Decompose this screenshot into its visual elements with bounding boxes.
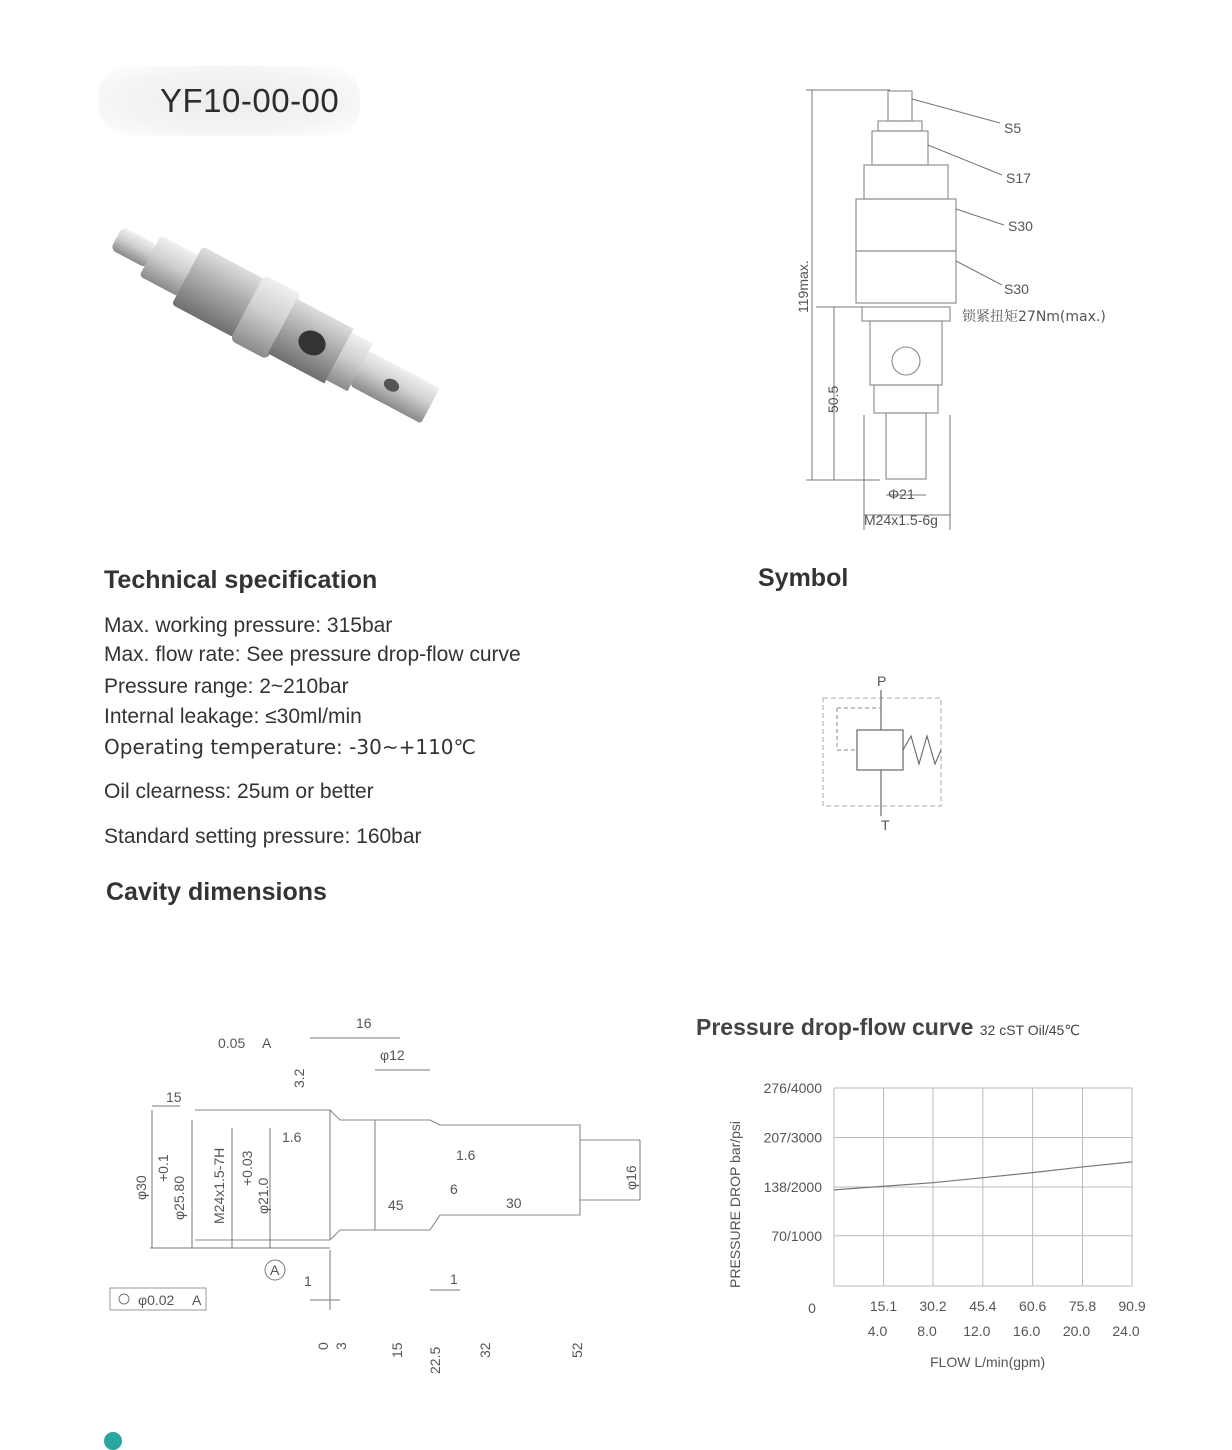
thread-label: M24x1.5-6g	[864, 512, 938, 528]
port-t-label: T	[881, 817, 890, 833]
y-tick-label: 207/3000	[763, 1129, 822, 1146]
roughness-label: 3.2	[291, 1068, 307, 1088]
phi16-label: φ16	[623, 1165, 639, 1190]
angle-30-label: 30	[506, 1195, 522, 1211]
ref-length-label: 50.5	[825, 385, 841, 413]
roughness-label: 1.6	[282, 1129, 302, 1145]
tolerance-label: +0.03	[239, 1150, 255, 1186]
phi2580-label: φ25.80	[171, 1175, 187, 1220]
concentricity-label: φ0.02	[138, 1292, 175, 1308]
curve-title	[696, 1014, 1080, 1041]
s30-label-upper: S30	[1008, 218, 1033, 234]
x-tick-label: 30.2	[919, 1298, 947, 1314]
phi210-label: φ21.0	[255, 1177, 271, 1214]
cavity-drawing	[100, 1010, 660, 1380]
x-tick-label-gpm: 20.0	[1062, 1323, 1091, 1339]
x-tick-label: 90.9	[1118, 1298, 1146, 1314]
spec-line: Max. working pressure: 315bar	[104, 614, 393, 637]
valve-outline-drawing	[790, 85, 1150, 540]
datum-label: A	[262, 1035, 272, 1051]
diameter-label: Φ21	[888, 486, 915, 502]
hydraulic-symbol	[815, 670, 955, 835]
spec-line: Oil clearness: 25um or better	[104, 780, 374, 803]
x-tick-label-gpm: 4.0	[867, 1323, 888, 1339]
symbol-heading: Symbol	[758, 564, 849, 592]
spec-line: Max. flow rate: See pressure drop-flow curve	[104, 643, 521, 666]
curve-title-text: Pressure drop-flow curve	[696, 1014, 974, 1040]
chart-ticks	[764, 1080, 1146, 1339]
angle-45-label: 45	[388, 1197, 404, 1213]
y-tick-label: 70/1000	[771, 1227, 822, 1244]
dim-15-label: 15	[166, 1089, 182, 1105]
length-label: 119max.	[795, 260, 811, 313]
dim-1-label: 1	[450, 1271, 458, 1287]
x-tick-label-gpm: 12.0	[963, 1323, 991, 1339]
x-tick-label-gpm: 16.0	[1013, 1323, 1041, 1339]
datum-circle-label: A	[270, 1262, 280, 1278]
x-tick-label-gpm: 8.0	[917, 1323, 937, 1339]
spec-line: Operating temperature: -30~+110℃	[104, 735, 476, 759]
footer-dot-icon	[104, 1432, 122, 1450]
angle-6-label: 6	[450, 1181, 458, 1197]
roughness-label: 1.6	[456, 1147, 476, 1163]
spec-line: Pressure range: 2~210bar	[104, 675, 349, 698]
axis-label: 22.5	[427, 1346, 443, 1374]
s17-label: S17	[1006, 170, 1031, 186]
tolerance-label: +0.1	[155, 1154, 171, 1182]
chart-xlabel: FLOW L/min(gpm)	[930, 1354, 1046, 1370]
axis-label: 32	[477, 1342, 493, 1358]
concentricity-datum: A	[192, 1292, 202, 1308]
tech-spec-heading: Technical specification	[104, 566, 378, 594]
y-tick-label: 138/2000	[763, 1179, 822, 1195]
x-tick-label: 60.6	[1019, 1298, 1047, 1314]
x-tick-label: 45.4	[969, 1298, 997, 1314]
x-origin-label: 0	[808, 1300, 816, 1316]
phi12-label: φ12	[380, 1047, 405, 1063]
thread-label: M24x1.5-7H	[211, 1147, 227, 1224]
axis-label: 52	[569, 1342, 585, 1358]
model-title: YF10-00-00	[160, 82, 340, 119]
spec-line: Standard setting pressure: 160bar	[104, 825, 422, 848]
tolerance-label: 0.05	[218, 1035, 246, 1051]
dim-16-label: 16	[356, 1015, 372, 1031]
cavity-heading: Cavity dimensions	[106, 878, 327, 906]
port-p-label: P	[877, 673, 887, 689]
s30-label-lower: S30	[1004, 281, 1029, 297]
x-tick-label-gpm: 24.0	[1112, 1323, 1140, 1339]
x-tick-label: 15.1	[869, 1298, 898, 1314]
y-tick-label: 276/4000	[763, 1080, 822, 1096]
valve-photo	[80, 215, 480, 455]
chart-ylabel: PRESSURE DROP bar/psi	[727, 1120, 743, 1288]
phi30-label: φ30	[133, 1175, 149, 1200]
torque-label: 锁紧扭矩27Nm(max.)	[962, 309, 1106, 325]
s5-label: S5	[1004, 120, 1022, 136]
axis-label: 15	[389, 1342, 405, 1358]
pressure-flow-chart	[700, 1070, 1180, 1380]
curve-subtitle: 32 cST Oil/45℃	[979, 1022, 1081, 1038]
spec-line: Internal leakage: ≤30ml/min	[104, 705, 362, 728]
x-tick-label: 75.8	[1068, 1298, 1097, 1314]
axis-label: 3	[333, 1342, 349, 1350]
dim-1-label: 1	[304, 1273, 312, 1289]
axis-label: 0	[315, 1342, 331, 1350]
